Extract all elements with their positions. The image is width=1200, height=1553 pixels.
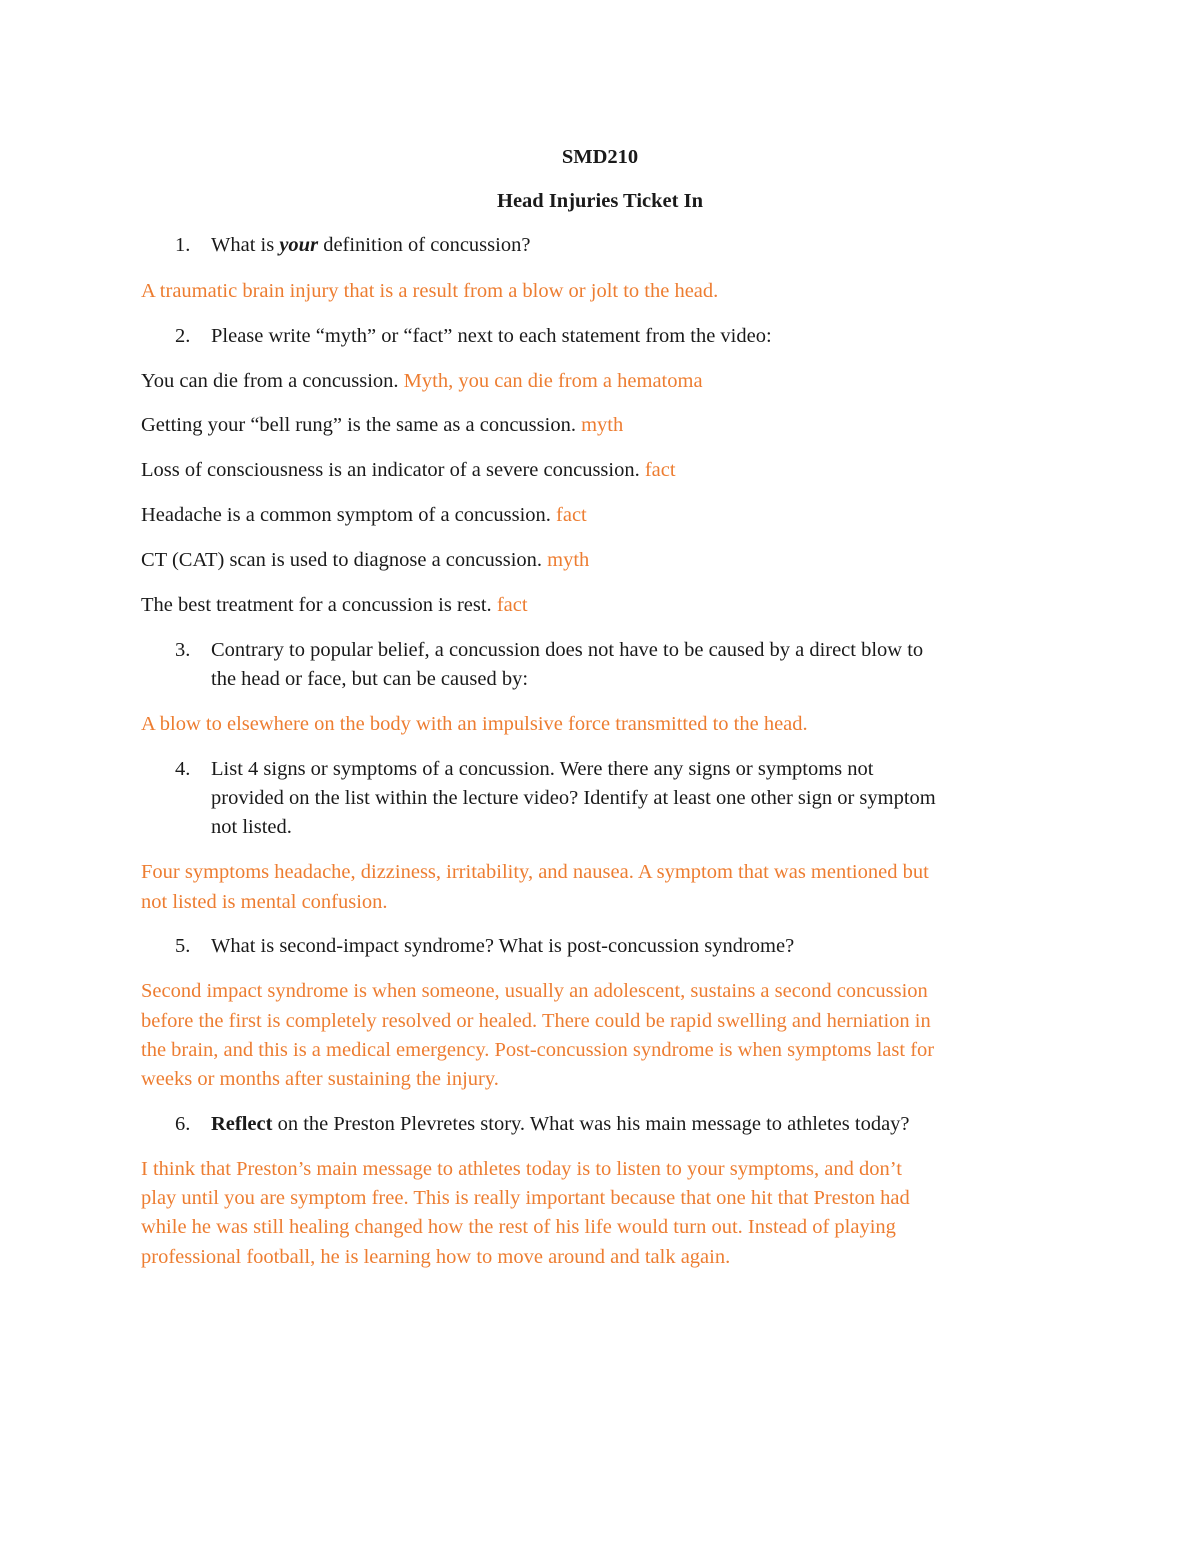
question-6-text: on the Preston Plevretes story. What was his main message to athletes today? [272, 1113, 910, 1135]
question-1-emphasis: your [279, 234, 319, 256]
question-3-line-2: the head or face, but can be caused by: [211, 668, 529, 690]
statement-3 [141, 458, 676, 482]
statement-4 [141, 503, 587, 527]
question-6-bold: Reflect [211, 1113, 273, 1135]
statement-6-text: The best treatment for a concussion is rest. [141, 594, 497, 616]
statement-3-text: Loss of consciousness is an indicator of a severe concussion. [141, 459, 645, 481]
answer-1: A traumatic brain injury that is a result from a blow or jolt to the head. [141, 280, 719, 302]
statement-1 [141, 369, 703, 393]
question-4-line-3: not listed. [211, 816, 292, 838]
statement-3-answer: fact [644, 459, 676, 481]
answer-6-line-3: while he was still healing changed how the rest of his life would turn out. Instead of playing [141, 1216, 896, 1238]
statement-2 [141, 413, 623, 437]
question-5-number: 5. [175, 935, 191, 957]
answer-4-line-2: not listed is mental confusion. [141, 891, 388, 913]
statement-4-text: Headache is a common symptom of a concussion. [141, 504, 557, 526]
answer-3: A blow to elsewhere on the body with an impulsive force transmitted to the head. [141, 713, 808, 735]
statement-4-answer: fact [556, 504, 587, 526]
statement-5 [141, 548, 589, 572]
answer-5-line-3: the brain, and this is a medical emergency. Post-concussion syndrome is when symptoms last for [141, 1039, 935, 1061]
statement-2-text: Getting your “bell rung” is the same as a concussion. [141, 414, 582, 436]
answer-4-line-1: Four symptoms headache, dizziness, irritability, and nausea. A symptom that was mentioned but [141, 861, 929, 883]
question-4-line-1: List 4 signs or symptoms of a concussion. Were there any signs or symptoms not [211, 758, 874, 780]
statement-6 [141, 593, 528, 617]
course-code: SMD210 [561, 146, 639, 168]
statement-1-answer: Myth, you can die from a hematoma [403, 370, 703, 392]
statement-5-text: CT (CAT) scan is used to diagnose a concussion. [141, 549, 548, 571]
document-title: Head Injuries Ticket In [497, 190, 703, 212]
question-2-number: 2. [175, 325, 191, 347]
question-4-line-2: provided on the list within the lecture video? Identify at least one other sign or symptom [211, 787, 936, 809]
question-1-text-after: definition of concussion? [318, 234, 531, 256]
question-2: Please write “myth” or “fact” next to each statement from the video: [211, 325, 772, 347]
question-1-number: 1. [175, 234, 191, 256]
answer-5-line-4: weeks or months after sustaining the injury. [141, 1068, 499, 1090]
question-3-number: 3. [175, 639, 191, 661]
statement-2-answer: myth [581, 414, 624, 436]
question-1 [211, 233, 530, 257]
statement-5-answer: myth [547, 549, 590, 571]
answer-6-line-4: professional football, he is learning how to move around and talk again. [141, 1246, 731, 1268]
statement-6-answer: fact [496, 594, 528, 616]
answer-5-line-1: Second impact syndrome is when someone, usually an adolescent, sustains a second concussion [141, 980, 928, 1002]
answer-6-line-1: I think that Preston’s main message to athletes today is to listen to your symptoms, and don’t [141, 1158, 902, 1180]
statement-1-text: You can die from a concussion. [141, 370, 404, 392]
question-1-text-before: What is [211, 234, 280, 256]
question-6 [211, 1112, 910, 1136]
question-4-number: 4. [175, 758, 191, 780]
answer-6-line-2: play until you are symptom free. This is really important because that one hit that Preston had [141, 1187, 910, 1209]
question-6-number: 6. [175, 1113, 191, 1135]
question-5: What is second-impact syndrome? What is post-concussion syndrome? [211, 935, 795, 957]
question-3-line-1: Contrary to popular belief, a concussion does not have to be caused by a direct blow to [211, 639, 924, 661]
answer-5-line-2: before the first is completely resolved or healed. There could be rapid swelling and herniation in [141, 1010, 931, 1032]
